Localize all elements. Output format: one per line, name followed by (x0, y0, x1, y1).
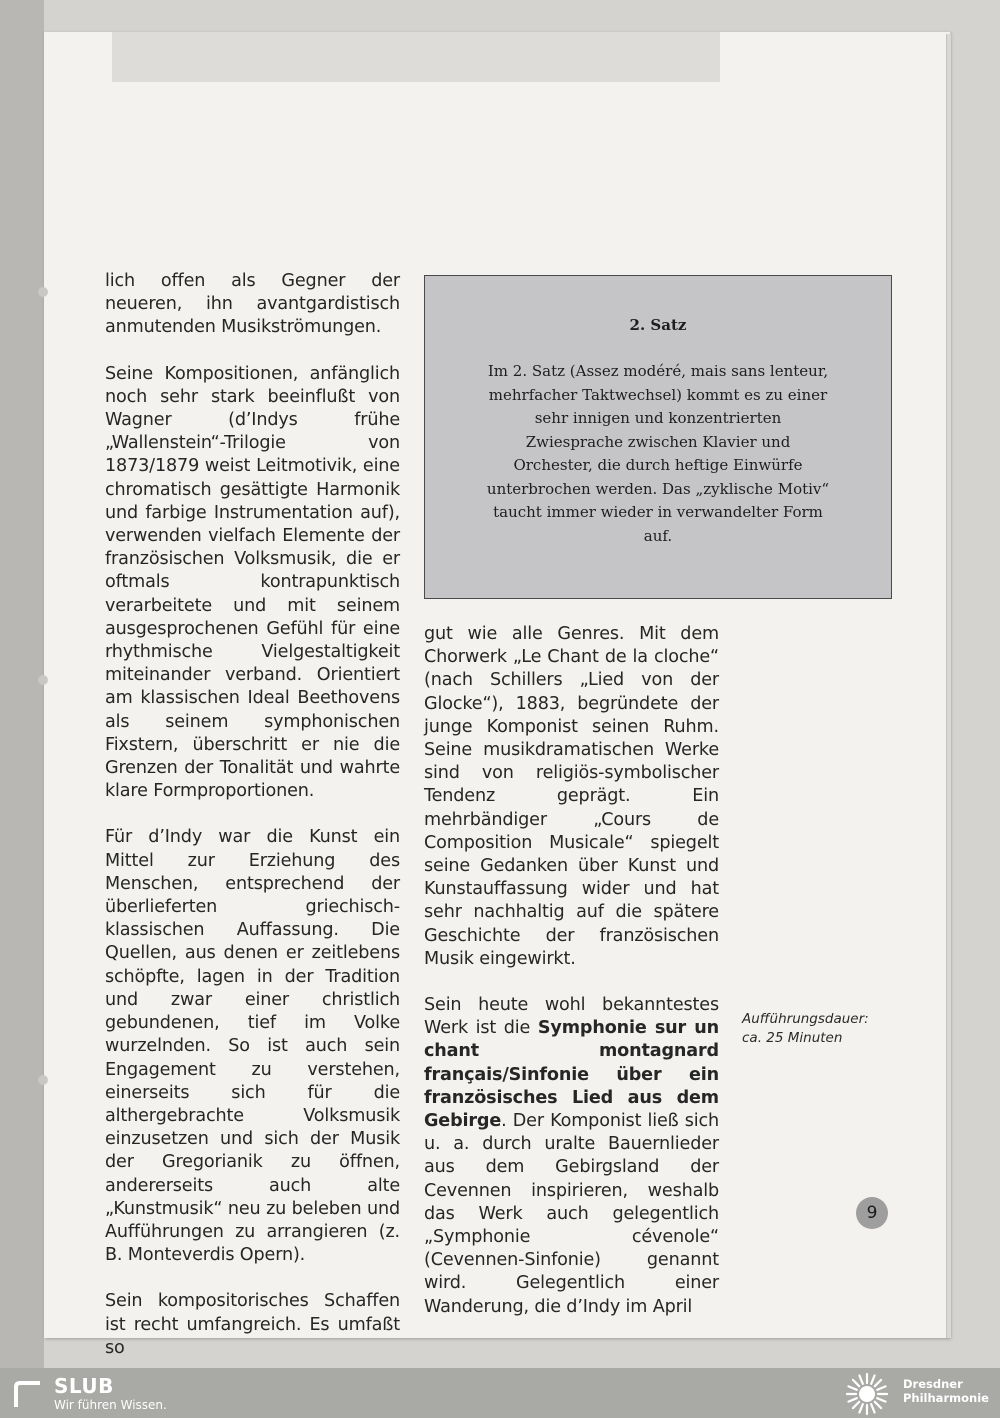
paragraph: Sein kompositorisches Schaffen ist recht umfangreich. Es umfaßt so (105, 1291, 400, 1358)
staple-hole (38, 675, 48, 685)
slub-tagline: Wir führen Wissen. (54, 1398, 167, 1412)
paragraph (424, 994, 719, 1319)
philharmonie-line-2: Philharmonie (903, 1391, 989, 1405)
footer-bar (0, 1368, 1000, 1418)
paragraph: Seine Kompositionen, anfänglich noch sehr stark beeinflußt von Wagner (d’Indys frühe „Wallenstein“-Trilogie von 1873/1879 weist Leitmotivik, eine chromatisch gesättigte Harmonik und farbige Instrumentation auf), verwenden vielfach Elemente der französischen Volksmusik, die er oftmals kontrapunktisch verarbeitete und mit seinem ausgesprochenen Gefühl für eine rhythmische Vielgestaltigkeit miteinander verband. Orientiert am klassischen Ideal Beethovens als seinem symphonischen Fixstern, überschritt er nie die Grenzen der Tonalität und wahrte klare Formproportionen. (105, 363, 400, 802)
text-column-right (424, 623, 719, 1342)
philharmonie-logo-icon (840, 1372, 894, 1416)
page-number: 9 (856, 1197, 888, 1229)
box-text: Im 2. Satz (Assez modéré, mais sans lenteur, mehrfacher Taktwechsel) kommt es zu einer sehr innigen und konzentrierten Zwiesprache zwischen Klavier und Orchester, die durch heftige Einwürfe unterbrochen werden. Das „zyklische Motiv“ taucht immer wieder in verwandelter Form auf. (486, 362, 830, 545)
movement-info-box (424, 275, 892, 599)
text-column-left (105, 270, 400, 1383)
philharmonie-line-1: Dresdner (903, 1377, 963, 1391)
paragraph-text: Sein heute wohl bekanntestes Werk ist die (424, 995, 719, 1039)
box-title: 2. Satz (629, 316, 687, 334)
paragraph: lich offen als Gegner der neueren, ihn avantgardistisch anmutenden Musikströmungen. (105, 271, 400, 338)
paragraph-text: . Der Komponist ließ sich u. a. durch uralte Bauernlieder aus dem Gebirgsland der Cevennen inspirieren, weshalb das Werk auch gelegentlich „Symphonie cévenole“ (Cevennen-Sinfonie) genannt wird. Gelegentlich einer Wanderung, die d’Indy im April (424, 1111, 719, 1317)
previous-sheet-edge (0, 0, 44, 1368)
philharmonie-name (903, 1377, 989, 1405)
staple-hole (38, 287, 48, 297)
work-title: Symphonie sur un chant montagnard français/Sinfonie über ein französisches Lied aus dem Gebirge (424, 1018, 719, 1132)
duration-value: ca. 25 Minuten (742, 1030, 843, 1046)
slub-logo-icon (10, 1377, 44, 1411)
paragraph: Für d’Indy war die Kunst ein Mittel zur Erziehung des Menschen, entsprechend der überlieferten griechisch-klassischen Auffassung. Die Quellen, aus denen er zeitlebens schöpfte, lagen in der Tradition und zwar einer christlich gebundenen, tief im Volke wurzelnden. So ist auch sein Engagement zu verstehen, einerseits sich für die althergebrachte Volksmusik einzusetzen und sich der Musik der Gregorianik zu öffnen, andererseits auch alte „Kunstmusik“ neu zu beleben und Aufführungen zu arrangieren (z. B. Monteverdis Opern). (105, 827, 400, 1266)
sheet-edge-right (946, 34, 951, 1338)
duration-label: Aufführungsdauer: (742, 1011, 869, 1027)
staple-hole (38, 1075, 48, 1085)
bleed-through-header (112, 32, 720, 82)
duration-note (742, 1010, 882, 1048)
paragraph: gut wie alle Genres. Mit dem Chorwerk „Le Chant de la cloche“ (nach Schillers „Lied von der Glocke“), 1883, begründete der junge Komponist seinen Ruhm. Seine musikdramatischen Werke sind von religiös-symbolischer Tendenz geprägt. Ein mehrbändiger „Cours de Composition Musicale“ spiegelt seine Gedanken über Kunst und Kunstauffassung wider und hat sehr nachhaltig auf die spätere Geschichte der französischen Musik eingewirkt. (424, 624, 719, 969)
slub-name: SLUB (54, 1374, 114, 1398)
